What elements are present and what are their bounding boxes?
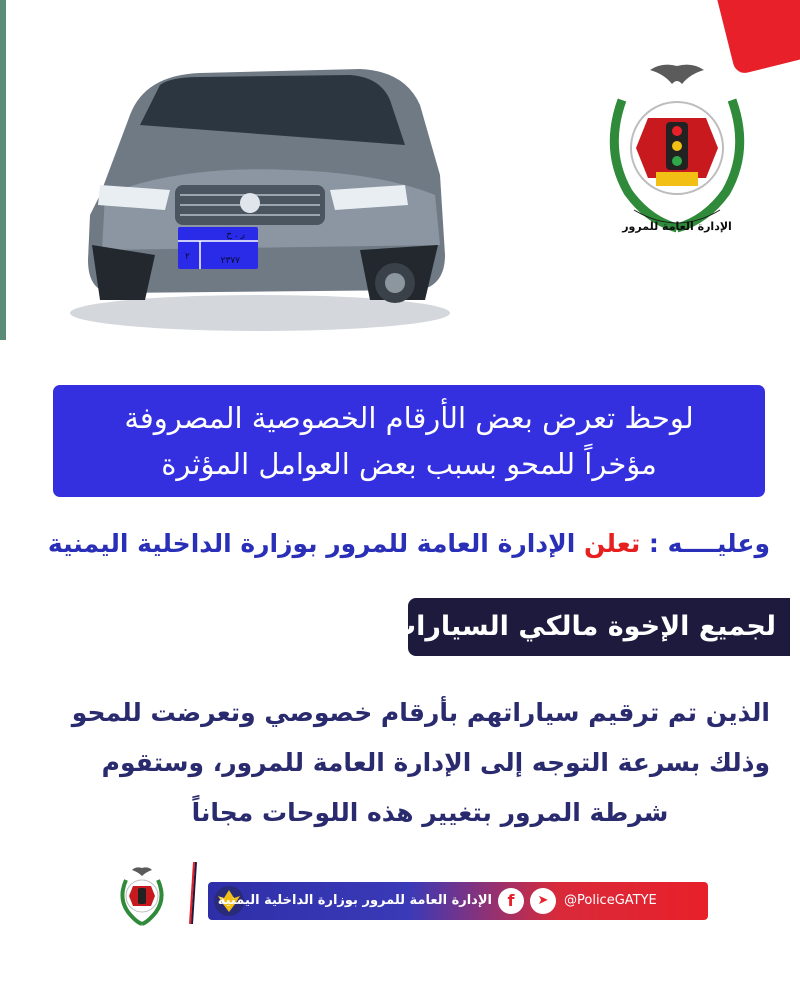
- body-line-1: الذين تم ترقيم سياراتهم بأرقام خصوصي وتعرضت للمحو: [71, 698, 770, 727]
- footer-org-name: الإدارة العامة للمرور بوزارة الداخلية اليمنية: [217, 893, 492, 908]
- car-image: [60, 45, 460, 335]
- emblem-caption: الإدارة العامة للمرور: [622, 220, 732, 233]
- left-edge-strip: [0, 0, 6, 340]
- footer-emblem-icon: [116, 864, 168, 926]
- traffic-emblem-icon: [592, 60, 762, 240]
- svg-text:ر . خ: ر . خ: [226, 230, 245, 240]
- body-line-2: وذلك بسرعة التوجه إلى الإدارة العامة للمرور، وستقوم: [101, 748, 770, 777]
- footer-bar: [208, 882, 708, 920]
- announcement-prefix: وعليــــه :: [640, 529, 770, 558]
- telegram-icon[interactable]: ➤: [530, 888, 556, 914]
- notice-panel: [53, 385, 765, 497]
- announcement-line: [30, 524, 770, 564]
- announcement-rest: الإدارة العامة للمرور بوزارة الداخلية اليمنية: [47, 529, 585, 558]
- notice-line-1: لوحظ تعرض بعض الأرقام الخصوصية المصروفة: [124, 401, 694, 435]
- facebook-icon[interactable]: f: [498, 888, 524, 914]
- social-handle[interactable]: @PoliceGATYE: [564, 893, 657, 908]
- announcement-emphasis: تعلن: [584, 529, 641, 558]
- owners-banner: لجميع الإخوة مالكي السيارات: [408, 598, 790, 656]
- body-text: [30, 688, 770, 838]
- notice-line-2: مؤخراً للمحو بسبب بعض العوامل المؤثرة: [161, 447, 657, 481]
- svg-text:٢: ٢: [185, 252, 190, 262]
- svg-text:٢٣٧٧: ٢٣٧٧: [220, 256, 240, 266]
- body-line-3: شرطة المرور بتغيير هذه اللوحات مجاناً: [191, 798, 669, 827]
- footer-divider: [187, 862, 197, 924]
